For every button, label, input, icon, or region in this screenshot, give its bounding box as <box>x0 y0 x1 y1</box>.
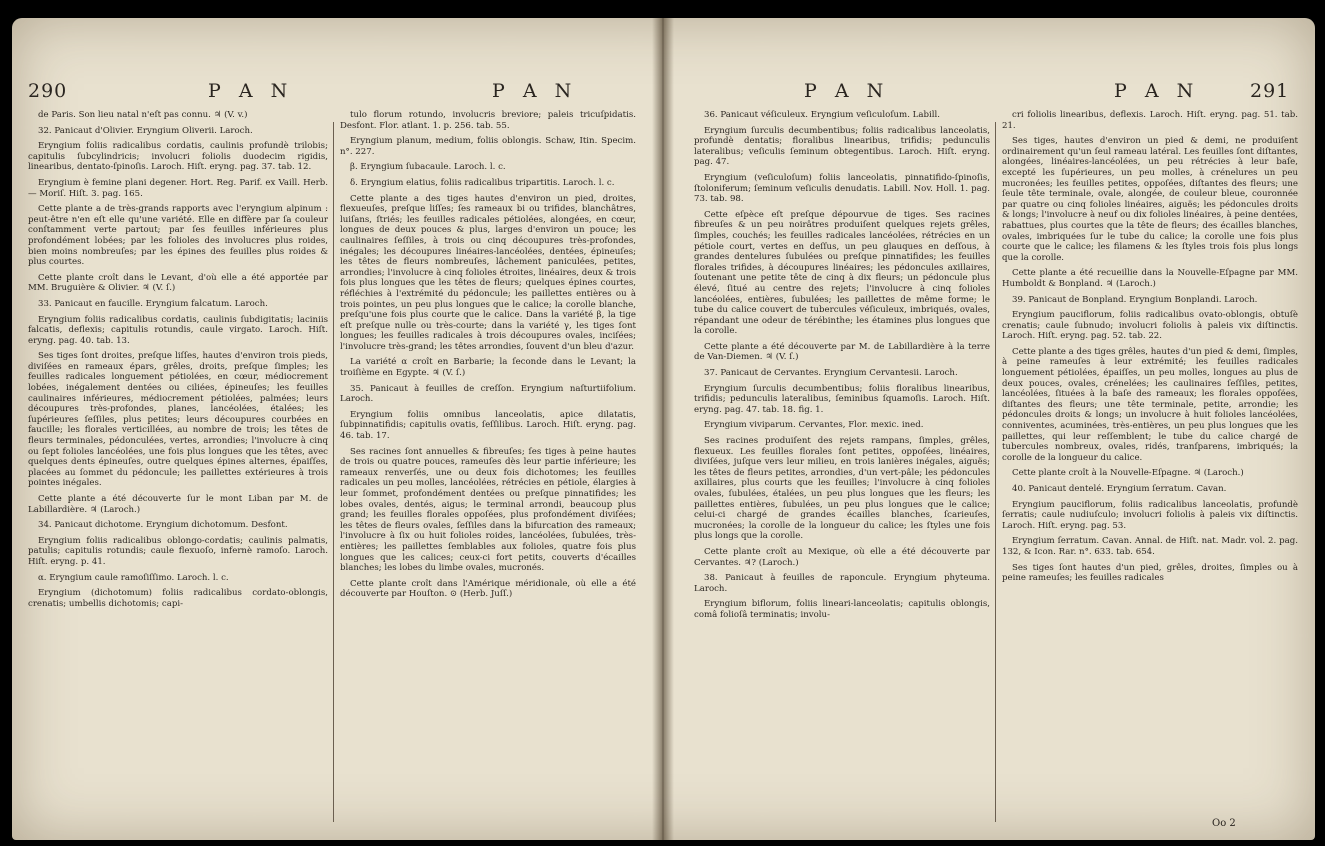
paragraph: β. Eryngium ſubacaule. Laroch. l. c. <box>350 162 506 173</box>
paragraph: Eryngium (dichotomum) foliis radicalibus cordato-oblongis, crenatis; umbellis dichotomis; capi- <box>28 588 328 609</box>
paragraph: δ. Eryngium elatius, foliis radicalibus tripartitis. Laroch. l. c. <box>350 177 615 188</box>
paragraph: Eryngium biflorum, foliis lineari-lanceolatis; capitulis oblongis, comâ folioſâ terminatis; involu- <box>694 599 990 620</box>
left-page-column-1 <box>28 110 328 830</box>
paragraph: 33. Panicaut en faucille. Eryngium falcatum. Laroch. <box>38 298 268 309</box>
signature-mark: Oo 2 <box>1212 818 1236 829</box>
left-page-column-2 <box>340 110 636 830</box>
paragraph: Eryngium pauciflorum, foliis radicalibus lanceolatis, profundè ſerratis; caule nudiuſculo; involucri foliolis à paleis vix diſtinctis. Laroch. Hiſt. eryng. pag. 53. <box>1002 499 1298 531</box>
paragraph: α. Eryngium caule ramoſiſſimo. Laroch. l. c. <box>38 572 229 583</box>
paragraph: Cette plante a de très-grands rapports avec l'eryngium alpinum : peut-être n'en eſt elle qu'une variété. Elle en diffère par ſa couleur conſtamment verte partout; par ſes feuilles inférieures plus profondément lobées; par les folioles des involucres plus roides, bien moins nombreuſes; par les épines des feuilles plus roides & plus courtes. <box>28 204 328 268</box>
paragraph: Eryngium foliis radicalibus oblongo-cordatis; caulinis palmatis, patulis; capitulis rotundis; caule flexuoſo, infernè ramoſo. Laroch. Hiſt. eryng. p. 41. <box>28 535 328 567</box>
paragraph: Eryngium è femine plani degener. Hort. Reg. Parif. ex Vaill. Herb. — Moriſ. Hiſt. 3. pag. 165. <box>28 177 328 199</box>
paragraph: Eryngium ſurculis decumbentibus; foliis radicalibus lanceolatis, profundè dentatis; floralibus linearibus, trifidis; pedunculis lateralibus; veſiculis ſeminum obtegentibus. Laroch. Hiſt. eryng. pag. 47. <box>694 125 990 168</box>
paragraph: Cette plante a été découverte par M. de Labillardière à la terre de Van-Diemen. ♃ (V. ſ.) <box>694 341 990 363</box>
paragraph: Eryngium foliis radicalibus cordatis, caulinis profundè trilobis; capitulis ſubcylindricis; involucri foliolis duodecim rigidis, linearibus, dentato-ſpinoſis. Laroch. Hiſt. eryng. pag. 37. tab. 12. <box>28 141 328 173</box>
page-number-right: 291 <box>1250 80 1290 102</box>
paragraph: 35. Panicaut à feuilles de creſſon. Eryngium naſturtiifolium. Laroch. <box>340 383 636 405</box>
paragraph: Eryngium ſerratum. Cavan. Annal. de Hiſt. nat. Madr. vol. 2. pag. 132, & Icon. Rar. n°. 633. tab. 654. <box>1002 536 1298 557</box>
right-page-column-1 <box>694 110 990 830</box>
running-head-right-col2: P A N <box>1114 80 1200 102</box>
paragraph: Ses tiges ſont droites, preſque liſſes, hautes d'environ trois pieds, diviſées en rameaux épars, grêles, droits, preſque ſimples; les feuilles radicales longuement pétiolées, en cœur, médiocrement lobées, inégalement dentées ou ciliées, épineuſes; les feuilles caulinaires inférieures, médiocrement pétiolées, palmées; leurs découpures très-profondes, planes, lancéolées, étalées; les ſupérieures ſeſſiles, plus petites; leurs découpures courbées en faucille; les florales verticillées, au nombre de trois; les têtes de fleurs terminales, pédonculées, vertes, arrondies; l'involucre à cinq ou ſept folioles lancéolées, une fois plus longues que les têtes, avec quelques dents épineuſes, outre quelques épines alternes, épaiſſes, placées au ſommet du pédoncule; les paillettes extérieures à trois pointes inégales. <box>28 351 328 489</box>
running-head-left-col2: P A N <box>492 80 578 102</box>
paragraph: Ses racines ſont annuelles & fibreuſes; ſes tiges à peine hautes de trois ou quatre pouces, rameuſes dès leur partie inférieure; les rameaux renverſés, une ou deux fois dichotomes; les feuilles radicales un peu molles, lancéolées, rétrécies en pétiole, élargies à leur ſommet, profondément dentées ou preſque pinnatifides; les lobes ovales, dentés, aigus; le terminal arrondi, beaucoup plus grand; les feuilles florales oppoſées, plus profondément diviſées; les têtes de fleurs ovales, ſeſſiles dans la bifurcation des rameaux; l'involucre à ſix ou huit folioles roides, lancéolées, ſubulées, très-entières; les paillettes ſemblables aux folioles, quatre fois plus longues que les calices; ceux-ci fort petits, couverts d'écailles blanches; les lobes du limbe ovales, mucronés. <box>340 446 636 574</box>
paragraph: Ses racines produiſent des rejets rampans, ſimples, grêles, flexueux. Les feuilles florales ſont petites, oppoſées, linéaires, diviſées, juſque vers leur milieu, en trois lanières inégales, aiguës; les têtes de fleurs petites, arrondies, d'un vert-pâle; les pédoncules axillaires, plus courts que les feuilles; l'involucre à cinq folioles ovales, ſubulées, étalées, un peu plus longues que les fleurs; les paillettes entières, ſubulées, un peu plus longues que le calice; celui-ci chargé de grandes écailles blanches, ſcarieuſes, mucronées; la corolle de la longueur du calice; les ſtyles une fois plus longs que la corolle. <box>694 436 990 542</box>
paragraph: Cette plante croît à la Nouvelle-Eſpagne. ♃ (Laroch.) <box>1012 468 1244 479</box>
paragraph: Eryngium ſurculis decumbentibus; foliis floralibus linearibus, trifidis; pedunculis lateralibus, ſeminibus ſquamoſis. Laroch. Hiſt. eryng. pag. 47. tab. 18. fig. 1. <box>694 383 990 415</box>
right-page-column-2 <box>1002 110 1298 830</box>
paragraph: Eryngium foliis omnibus lanceolatis, apice dilatatis, ſubpinnatifidis; capitulis ovatis, ſeſſilibus. Laroch. Hiſt. eryng. pag. 46. tab. 17. <box>340 409 636 442</box>
paragraph: Ses tiges ſont hautes d'un pied, grêles, droites, ſimples ou à peine rameuſes; les feuilles radicales <box>1002 562 1298 584</box>
paragraph: cri foliolis linearibus, deflexis. Laroch. Hiſt. eryng. pag. 51. tab. 21. <box>1002 110 1298 131</box>
book-gutter <box>652 18 674 840</box>
paragraph: Cette plante a été découverte ſur le mont Liban par M. de Labillardière. ♃ (Laroch.) <box>28 494 328 515</box>
paragraph: Ses tiges, hautes d'environ un pied & demi, ne produiſent ordinairement qu'un ſeul rameau latéral. Les feuilles ſont diſtantes, alongées, linéaires-lancéolées, un peu rétrécies à leur baſe, excepté les ſupérieures, un peu molles, à crénelures un peu mucronées; les feuilles petites, oppoſées, diſtantes des fleurs; une ſeule tête terminale, ovale, alongée, de couleur bleue, couronnée par quatre ou cinq folioles linéaires, aiguës; les pédoncules droits & longs; l'involucre à neuf ou dix folioles linéaires, à peine dentées, rabattues, plus courtes que la tête de fleurs; des écailles blanches, ovales, imbriquées ſur le tube du calice; la corolle une fois plus courte que le calice; les filamens & les ſtyles trois fois plus longs que la corolle. <box>1002 136 1298 263</box>
running-head-right-col1: P A N <box>804 80 890 102</box>
paragraph: 38. Panicaut à feuilles de raponcule. Eryngium phyteuma. Laroch. <box>694 573 990 594</box>
paragraph: Cette plante croît au Mexique, où elle a été découverte par Cervantes. ♃? (Laroch.) <box>694 546 990 568</box>
paragraph: 36. Panicaut véſiculeux. Eryngium veſiculoſum. Labill. <box>704 110 940 120</box>
paragraph: Cette plante croît dans le Levant, d'où elle a été apportée par MM. Bruguière & Olivier. ♃ (V. ſ.) <box>28 272 328 294</box>
paragraph: Eryngium foliis radicalibus cordatis, caulinis ſubdigitatis; laciniis falcatis, deflexis; capitulis rotundis, caule virgato. Laroch. Hiſt. eryng. pag. 40. tab. 13. <box>28 314 328 346</box>
paragraph: 40. Panicaut dentelé. Eryngium ſerratum. Cavan. <box>1012 484 1227 494</box>
column-divider <box>995 122 996 822</box>
paragraph: Eryngium pauciflorum, foliis radicalibus ovato-oblongis, obtuſè crenatis; caule ſubnudo; involucri foliolis à paleis vix diſtinctis. Laroch. Hiſt. eryng. pag. 52. tab. 22. <box>1002 310 1298 342</box>
paragraph: de Paris. Son lieu natal n'eſt pas connu. ♃ (V. v.) <box>38 110 248 120</box>
paragraph: Eryngium (veſiculoſum) foliis lanceolatis, pinnatifido-ſpinoſis, ſtoloniferum; ſeminum veſiculis denudatis. Labill. Nov. Holl. 1. pag. 73. tab. 98. <box>694 172 990 205</box>
left-page <box>12 18 652 840</box>
paragraph: 32. Panicaut d'Olivier. Eryngium Oliverii. Laroch. <box>38 125 253 136</box>
paragraph: Cette plante croît dans l'Amérique méridionale, où elle a été découverte par Houſton. ⊙ (Herb. Juſſ.) <box>340 578 636 600</box>
column-divider <box>333 122 334 822</box>
paragraph: Eryngium planum, medium, foliis oblongis. Schaw, Itin. Specim. n°. 227. <box>340 136 636 157</box>
paragraph: 34. Panicaut dichotome. Eryngium dichotomum. Desfont. <box>38 520 288 531</box>
paragraph: 39. Panicaut de Bonpland. Eryngium Bonplandi. Laroch. <box>1012 294 1258 305</box>
right-page <box>674 18 1315 840</box>
running-head-left-col1: P A N <box>208 80 294 102</box>
page-number-left: 290 <box>28 80 68 102</box>
paragraph: Cette eſpèce eſt preſque dépourvue de tiges. Ses racines fibreuſes & un peu noirâtres produiſent quelques rejets grêles, ſimples, couchés; les feuilles radicales lancéolées, rétrécies en un pétiole court, vertes en deſſus, un peu glauques en deſſous, à grandes dentelures ſubulées ou preſque pinnatifides; les feuilles florales trifides, à découpures linéaires; les pédoncules axillaires, ſoutenant une petite tête de cinq à dix fleurs; un pédoncule plus élevé, ſitué au centre des rejets; l'involucre à cinq folioles lancéolées, entières, ſubulées; les paillettes de même forme; le tube du calice couvert de tubercules véſiculeux, imbriqués, ovales, répandant une odeur de térébinthe; les étamines plus longues que la corolle. <box>694 209 990 337</box>
paragraph: Cette plante a été recueillie dans la Nouvelle-Eſpagne par MM. Humboldt & Bonpland. ♃ (Laroch.) <box>1002 268 1298 289</box>
paragraph: Eryngium viviparum. Cervantes, Flor. mexic. ined. <box>704 420 924 431</box>
paragraph: Cette plante a des tiges grêles, hautes d'un pied & demi, ſimples, à peine rameuſes à leur extrémité; les feuilles radicales longuement pétiolées, épaiſſes, un peu molles, longues au plus de deux pouces, ovales, crénelées; les caulinaires ſeſſiles, petites, lancéolées, ſituées à la baſe des rameaux; les florales oppoſées, diſtantes des fleurs; une tête terminale, petite, arrondie; les pédoncules droits & longs; un involucre à huit folioles lancéolées, conniventes, acuminées, très-entières, un peu plus longues que les paillettes, qui leur reſſemblent; le tube du calice chargé de tubercules nombreux, ovales, ridés, tranſparens, imbriqués; la corolle de la longueur du calice. <box>1002 346 1298 463</box>
paragraph: 37. Panicaut de Cervantes. Eryngium Cervantesii. Laroch. <box>704 368 958 379</box>
paragraph: La variété α croît en Barbarie; la ſeconde dans le Levant; la troiſième en Egypte. ♃ (V. ſ.) <box>340 357 636 379</box>
paragraph: tulo florum rotundo, involucris breviore; paleis tricuſpidatis. Desfont. Flor. atlant. 1. p. 256. tab. 55. <box>340 110 636 131</box>
paragraph: Cette plante a des tiges hautes d'environ un pied, droites, flexueuſes, preſque liſſes; ſes rameaux bi ou trifides, blanchâtres, luiſans, ſtriés; les feuilles radicales pétiolées, alongées, en cœur, longues de deux pouces & plus, larges d'environ un pouce; les caulinaires ſeſſiles, à trois ou cinq découpures très-profondes, inégales; les découpures linéaires-lancéolées, dentées, épineuſes; les têtes de fleurs nombreuſes, lâchement paniculées, petites, arrondies; l'involucre à cinq folioles étroites, linéaires, deux & trois fois plus longues que les têtes de fleurs; quelques épines courtes, réfléchies à l'extrémité du pédoncule; les paillettes entières ou à trois pointes, un peu plus longues que le calice; la corolle blanche, preſqu'une fois plus courte que le calice. Dans la variété β, la tige eſt preſque nulle ou très-courte; dans la variété γ, les tiges ſont longues; les feuilles radicales à trois découpures ovales, inciſées; l'involucre très-grand; les têtes arrondies, ſouvent d'un bleu d'azur. <box>340 193 636 352</box>
